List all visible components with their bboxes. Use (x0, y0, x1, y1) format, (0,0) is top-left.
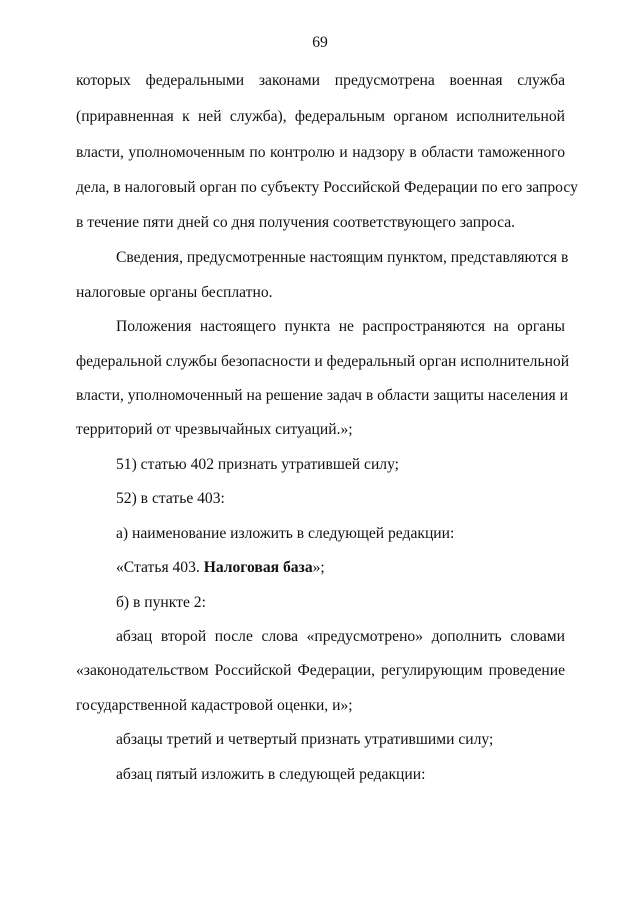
text-line: б) в пункте 2: (116, 594, 206, 611)
text-line: власти, уполномоченным по контролю и надзору в области таможенного (76, 144, 565, 161)
text-line: территорий от чрезвычайных ситуаций.»; (76, 421, 353, 438)
text-line: абзац второй после слова «предусмотрено» дополнить словами (116, 628, 565, 645)
text-line: Положения настоящего пункта не распространяются на органы (116, 318, 565, 335)
text-line: дела, в налоговый орган по субъекту Российской Федерации по его запросу (76, 179, 578, 196)
text-line: абзацы третий и четвертый признать утратившими силу; (116, 731, 494, 748)
page-number: 69 (312, 34, 328, 51)
text-line: власти, уполномоченный на решение задач в области защиты населения и (76, 387, 568, 404)
text-line: Сведения, предусмотренные настоящим пунктом, представляются в (116, 249, 569, 266)
article-suffix: »; (312, 559, 325, 576)
text-line: которых федеральными законами предусмотрена военная служба (76, 72, 565, 89)
text-line: (приравненная к ней служба), федеральным органом исполнительной (76, 108, 565, 125)
text-line: абзац пятый изложить в следующей редакции: (116, 766, 426, 783)
text-line (116, 558, 565, 578)
text-line: 52) в статье 403: (116, 490, 225, 507)
text-line: «законодательством Российской Федерации, регулирующим проведение (76, 662, 565, 679)
text-line: государственной кадастровой оценки, и»; (76, 697, 353, 714)
article-prefix: «Статья 403. (116, 559, 204, 576)
text-line: 51) статью 402 признать утратившей силу; (116, 456, 400, 473)
article-title: Налоговая база (203, 559, 313, 576)
text-line: в течение пяти дней со дня получения соответствующего запроса. (76, 214, 516, 231)
text-line: налоговые органы бесплатно. (76, 284, 273, 301)
text-line: федеральной службы безопасности и федеральный орган исполнительной (76, 353, 570, 370)
text-line: а) наименование изложить в следующей редакции: (116, 525, 455, 542)
